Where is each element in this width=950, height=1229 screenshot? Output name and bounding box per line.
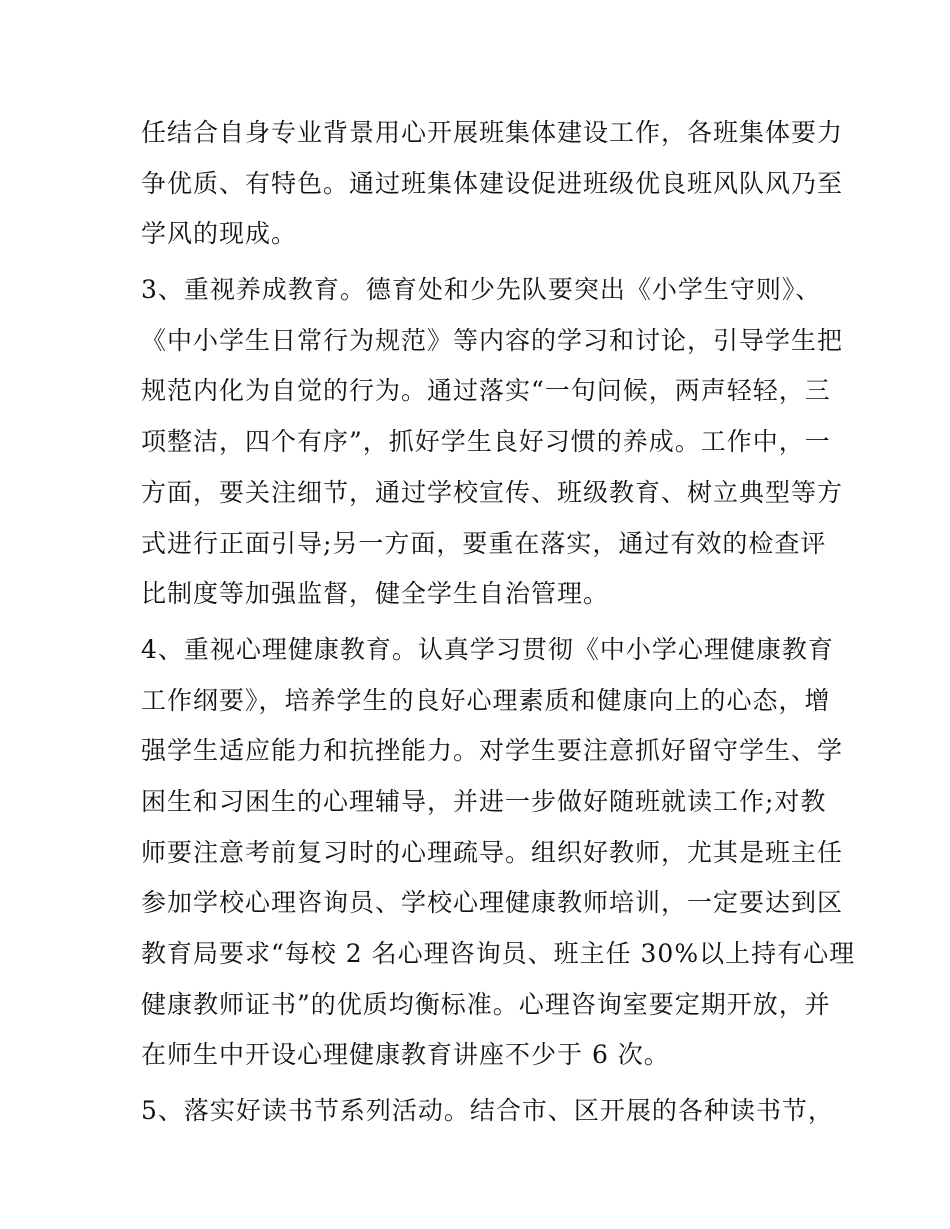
text-line: 参加学校心理咨询员、学校心理健康教师培训，一定要达到区 — [141, 888, 844, 918]
text-line: 学风的现成。 — [141, 219, 298, 249]
text-line: 健康教师证书”的优质均衡标准。心理咨询室要定期开放，并 — [141, 989, 831, 1019]
text-line: 教育局要求“每校 2 名心理咨询员、班主任 30%以上持有心理 — [141, 939, 856, 968]
text-line: 任结合自身专业背景用心开展班集体建设工作，各班集体要力 — [141, 118, 844, 147]
text-line: 规范内化为自觉的行为。通过落实“一句问候，两声轻轻，三 — [141, 376, 831, 406]
text-line: 比制度等加强监督，健全学生自治管理。 — [141, 579, 610, 609]
text-line: 4、重视心理健康教育。认真学习贯彻《中小学心理健康教育 — [141, 634, 834, 664]
text-line: 师要注意考前复习时的心理疏导。组织好教师，尤其是班主任 — [141, 837, 844, 867]
text-line: 方面，要关注细节，通过学校宣传、班级教育、树立典型等方 — [141, 477, 844, 507]
text-line: 项整洁，四个有序”，抓好学生良好习惯的养成。工作中，一 — [141, 427, 831, 457]
text-line: 3、重视养成教育。德育处和少先队要突出《小学生守则》、 — [141, 275, 822, 305]
text-line: 工作纲要》，培养学生的良好心理素质和健康向上的心态，增 — [141, 685, 831, 715]
text-line: 式进行正面引导;另一方面，要重在落实，通过有效的检查评 — [141, 528, 827, 558]
text-line: 强学生适应能力和抗挫能力。对学生要注意抓好留守学生、学 — [141, 736, 844, 766]
document-body — [141, 108, 856, 1137]
text-line: 在师生中开设心理健康教育讲座不少于 6 次。 — [141, 1040, 670, 1070]
text-line: 困生和习困生的心理辅导，并进一步做好随班就读工作;对教 — [141, 786, 827, 816]
text-line: 5、落实好读书节系列活动。结合市、区开展的各种读书节， — [141, 1096, 834, 1126]
text-line: 《中小学生日常行为规范》等内容的学习和讨论，引导学生把 — [141, 325, 844, 355]
text-line: 争优质、有特色。通过班集体建设促进班级优良班风队风乃至 — [141, 168, 844, 198]
